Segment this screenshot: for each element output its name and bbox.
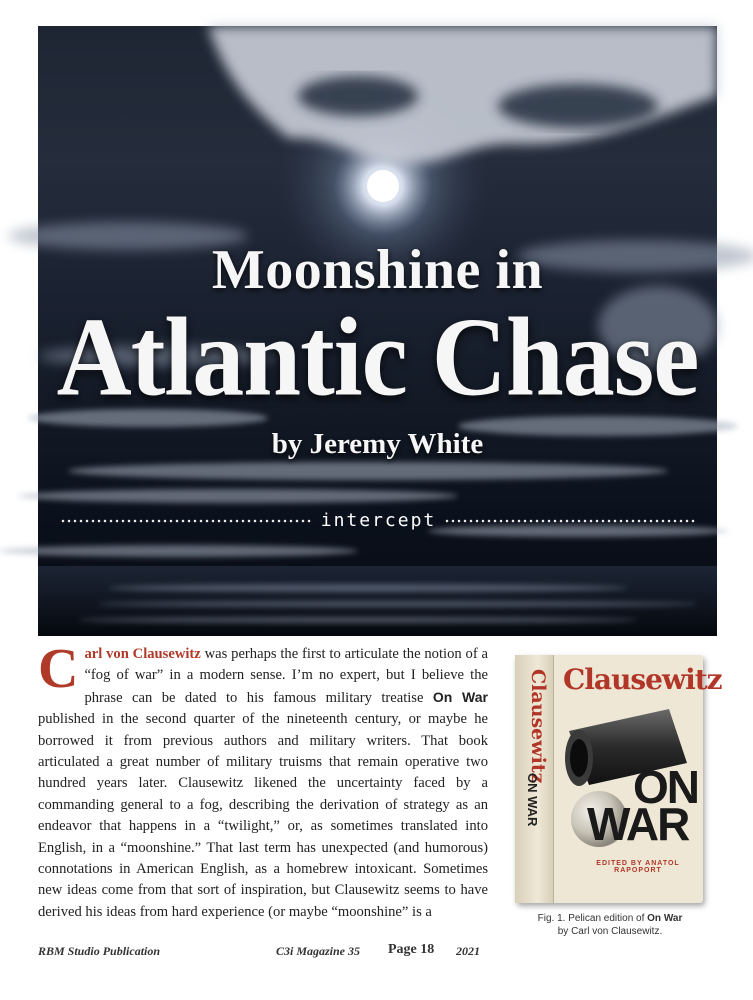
cover-title: Clausewitz xyxy=(563,663,722,696)
book-jacket xyxy=(515,655,722,903)
footer-page-number: Page 18 xyxy=(388,942,435,957)
caption-title: On War xyxy=(647,913,683,924)
headline-line-2: Atlantic Chase xyxy=(56,295,699,420)
spine-subtitle: ON WAR xyxy=(525,773,540,827)
page-footer xyxy=(38,944,488,962)
caption-prefix: Fig. 1. Pelican edition of xyxy=(537,913,648,924)
intercept-banner xyxy=(56,510,701,531)
headline-line-1: Moonshine in xyxy=(211,239,544,301)
footer-magazine: C3i Magazine 35 xyxy=(276,944,361,958)
spine-title: Clausewitz xyxy=(527,669,549,784)
figure-caption xyxy=(515,912,705,938)
footer-year: 2021 xyxy=(456,944,480,958)
hero-image xyxy=(38,26,717,636)
lead-in: arl von Clausewitz xyxy=(84,646,201,662)
drop-cap: C xyxy=(38,638,79,700)
cover-editor: EDITED BY ANATOL RAPOPORT xyxy=(596,860,680,874)
byline: by Jeremy White xyxy=(271,428,484,460)
book-title-on-war: On War xyxy=(432,688,488,705)
figure-book-cover xyxy=(515,655,722,907)
morse-dots-right xyxy=(444,518,697,524)
cover-war: WAR xyxy=(587,798,689,850)
intercept-word: intercept xyxy=(320,510,437,531)
article-body xyxy=(38,638,488,923)
morse-dots-left xyxy=(60,518,313,524)
article-text-1: was perhaps the first to articulate the notion of a “fog of war” in a modern sense. I’m no expert, but I believe the phrase can be dated to his famous military treatise xyxy=(84,646,488,706)
cover-on: ON xyxy=(633,761,698,813)
footer-publisher: RBM Studio Publication xyxy=(38,944,161,958)
caption-suffix: by Carl von Clausewitz. xyxy=(557,926,663,937)
article-text-2: published in the second quarter of the nineteenth century, or maybe he borrowed it from previous authors and military writers. That book articulated a great number of military truisms that remain operative two hundred years later. Clausewitz likened the uncertainty faced by a commanding general to a fog, describing the derivation of strategy as an endeavor that happens in a “twilight,” or, as sometimes translated into English, in a “moonshine.” That last term has unexpected (and humorous) connotations in American English, as a homebrew intoxicant. Sometimes new ideas come from that sort of inspiration, but Clausewitz seems to have derived his ideas from hard experience (or maybe “moonshine” is a xyxy=(38,711,488,920)
